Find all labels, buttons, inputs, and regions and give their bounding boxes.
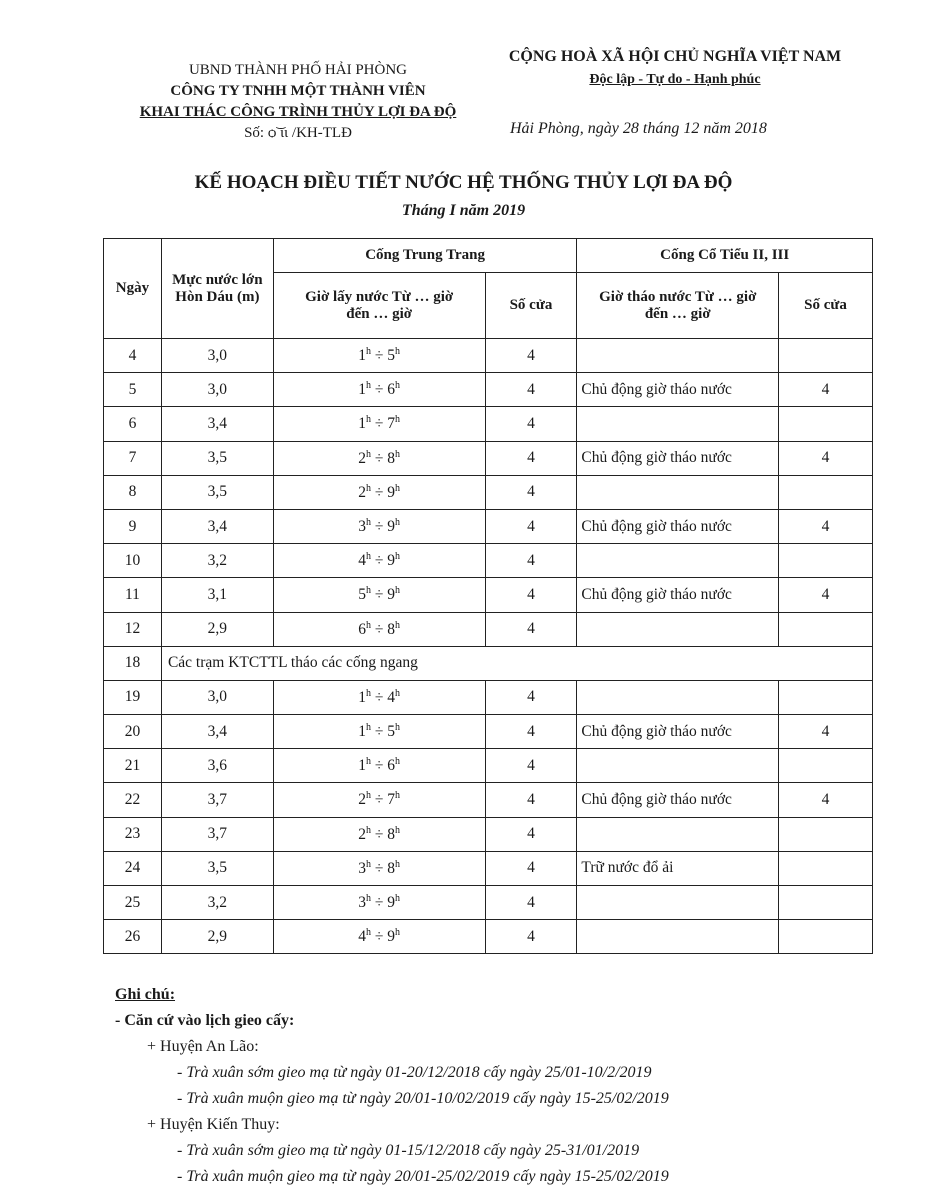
table-row xyxy=(104,578,873,612)
header-co-tieu: Cống Cổ Tiểu II, III xyxy=(577,239,873,273)
cell-release: Chủ động giờ tháo nước xyxy=(577,783,779,817)
cell-gates-2: 4 xyxy=(779,783,873,817)
place-date: Hải Phòng, ngày 28 tháng 12 năm 2018 xyxy=(510,120,767,137)
cell-water-level: 3,2 xyxy=(161,544,273,578)
header-day: Ngày xyxy=(104,239,162,339)
cell-release: Trữ nước đổ ải xyxy=(577,851,779,885)
cell-gates: 4 xyxy=(485,475,577,509)
cell-gates: 4 xyxy=(485,715,577,749)
table-row xyxy=(104,441,873,475)
table-body xyxy=(104,339,873,954)
cell-water-level: 3,0 xyxy=(161,339,273,373)
header-intake-hours: Giờ lấy nước Từ … giờ đến … giờ xyxy=(273,273,485,339)
hour-to: 4 xyxy=(387,689,396,707)
issuer-line-1: UBND THÀNH PHỐ HẢI PHÒNG xyxy=(188,62,408,78)
cell-water-level: 3,0 xyxy=(161,373,273,407)
cell-release xyxy=(577,612,779,646)
cell-intake-hours: $1^h \div 6^h$ xyxy=(273,373,485,407)
document-subtitle: Tháng I năm 2019 xyxy=(401,202,526,219)
table-row xyxy=(104,715,873,749)
cell-water-level: 2,9 xyxy=(161,920,273,954)
cell-water-level: 3,2 xyxy=(161,886,273,920)
cell-water-level: 3,5 xyxy=(161,851,273,885)
cell-gates-2 xyxy=(779,475,873,509)
cell-gates-2: 4 xyxy=(779,441,873,475)
hour-to: 7 xyxy=(387,415,396,433)
cell-gates-2: 4 xyxy=(779,715,873,749)
header-gates-2: Số cửa xyxy=(779,273,873,339)
an-lao-late: - Trà xuân muộn gieo mạ từ ngày 20/01-10/02/2019 cấy ngày 15-25/02/2019 xyxy=(177,1090,669,1107)
cell-day: 19 xyxy=(104,680,162,714)
hour-from: 4 xyxy=(358,928,367,946)
cell-release xyxy=(577,749,779,783)
cell-gates: 4 xyxy=(485,886,577,920)
table-row xyxy=(104,817,873,851)
table-row xyxy=(104,339,873,373)
cell-day: 6 xyxy=(104,407,162,441)
cell-day: 5 xyxy=(104,373,162,407)
hour-from: 6 xyxy=(358,620,367,638)
cell-day: 4 xyxy=(104,339,162,373)
cell-intake-hours: $3^h \div 9^h$ xyxy=(273,509,485,543)
notes-section xyxy=(115,982,669,1190)
cell-water-level: 3,5 xyxy=(161,441,273,475)
cell-release: Chủ động giờ tháo nước xyxy=(577,373,779,407)
hour-to: 9 xyxy=(387,483,396,501)
cell-gates: 4 xyxy=(485,373,577,407)
cell-gates: 4 xyxy=(485,851,577,885)
hour-to: 5 xyxy=(387,723,396,741)
hour-to: 9 xyxy=(387,586,396,604)
hour-from: 1 xyxy=(358,347,367,365)
nation-name: CỘNG HOÀ XÃ HỘI CHỦ NGHĨA VIỆT NAM xyxy=(508,48,842,65)
cell-release xyxy=(577,920,779,954)
notes-heading: Ghi chú: xyxy=(115,986,176,1003)
document-number: Số: ѻ͝ ɩɩ /KH-TLĐ xyxy=(244,125,352,141)
hour-to: 8 xyxy=(387,859,396,877)
national-header xyxy=(470,48,880,88)
hour-to: 6 xyxy=(387,757,396,775)
cell-gates-2: 4 xyxy=(779,509,873,543)
cell-day: 11 xyxy=(104,578,162,612)
hour-from: 1 xyxy=(358,415,367,433)
cell-day: 26 xyxy=(104,920,162,954)
an-lao-early: - Trà xuân sớm gieo mạ từ ngày 01-20/12/2018 cấy ngày 25/01-10/2/2019 xyxy=(177,1064,652,1081)
water-regulation-table xyxy=(103,238,873,954)
cell-day: 24 xyxy=(104,851,162,885)
cell-intake-hours: $6^h \div 8^h$ xyxy=(273,612,485,646)
cell-day: 12 xyxy=(104,612,162,646)
cell-gates-2: 4 xyxy=(779,373,873,407)
cell-release xyxy=(577,817,779,851)
cell-gates: 4 xyxy=(485,544,577,578)
cell-water-level: 3,7 xyxy=(161,783,273,817)
cell-day: 8 xyxy=(104,475,162,509)
cell-intake-hours: $2^h \div 7^h$ xyxy=(273,783,485,817)
cell-merged-note: Các trạm KTCTTL tháo các cống ngang xyxy=(161,646,872,680)
district-an-lao: + Huyện An Lão: xyxy=(147,1038,259,1055)
cell-release xyxy=(577,475,779,509)
cell-day: 9 xyxy=(104,509,162,543)
cell-day: 23 xyxy=(104,817,162,851)
cell-day: 7 xyxy=(104,441,162,475)
cell-release xyxy=(577,407,779,441)
cell-water-level: 3,4 xyxy=(161,509,273,543)
hour-to: 6 xyxy=(387,381,396,399)
hour-to: 7 xyxy=(387,791,396,809)
table-row xyxy=(104,544,873,578)
header-trung-trang: Cống Trung Trang xyxy=(273,239,577,273)
issuer-block xyxy=(108,60,488,144)
hour-from: 1 xyxy=(358,381,367,399)
cell-gates-2 xyxy=(779,886,873,920)
cell-gates: 4 xyxy=(485,578,577,612)
cell-day: 21 xyxy=(104,749,162,783)
cell-day: 25 xyxy=(104,886,162,920)
cell-release xyxy=(577,339,779,373)
header-release-hours: Giờ tháo nước Từ … giờ đến … giờ xyxy=(577,273,779,339)
cell-release: Chủ động giờ tháo nước xyxy=(577,578,779,612)
cell-gates-2: 4 xyxy=(779,578,873,612)
cell-intake-hours: $4^h \div 9^h$ xyxy=(273,920,485,954)
hour-to: 9 xyxy=(387,894,396,912)
cell-gates: 4 xyxy=(485,783,577,817)
table-row xyxy=(104,749,873,783)
cell-gates: 4 xyxy=(485,612,577,646)
cell-water-level: 3,7 xyxy=(161,817,273,851)
cell-gates: 4 xyxy=(485,680,577,714)
cell-gates-2 xyxy=(779,680,873,714)
cell-release xyxy=(577,886,779,920)
kien-thuy-late: - Trà xuân muộn gieo mạ từ ngày 20/01-25/02/2019 cấy ngày 15-25/02/2019 xyxy=(177,1168,669,1185)
cell-intake-hours: $2^h \div 8^h$ xyxy=(273,817,485,851)
cell-gates: 4 xyxy=(485,920,577,954)
table-row xyxy=(104,612,873,646)
national-motto: Độc lập - Tự do - Hạnh phúc xyxy=(589,72,761,87)
cell-intake-hours: $1^h \div 5^h$ xyxy=(273,715,485,749)
hour-from: 3 xyxy=(358,894,367,912)
cell-intake-hours: $2^h \div 8^h$ xyxy=(273,441,485,475)
cell-gates: 4 xyxy=(485,441,577,475)
table-row-merged xyxy=(104,646,873,680)
cell-day: 20 xyxy=(104,715,162,749)
hour-from: 2 xyxy=(358,825,367,843)
hour-to: 9 xyxy=(387,518,396,536)
cell-water-level: 3,5 xyxy=(161,475,273,509)
cell-intake-hours: $1^h \div 6^h$ xyxy=(273,749,485,783)
cell-intake-hours: $2^h \div 9^h$ xyxy=(273,475,485,509)
hour-from: 4 xyxy=(358,552,367,570)
issuer-line-3: KHAI THÁC CÔNG TRÌNH THỦY LỢI ĐA ĐỘ xyxy=(139,104,457,120)
document-title: KẾ HOẠCH ĐIỀU TIẾT NƯỚC HỆ THỐNG THỦY LỢI ĐA ĐỘ xyxy=(194,172,733,193)
cell-gates: 4 xyxy=(485,407,577,441)
cell-gates: 4 xyxy=(485,339,577,373)
cell-intake-hours: $5^h \div 9^h$ xyxy=(273,578,485,612)
cell-gates: 4 xyxy=(485,817,577,851)
cell-water-level: 3,6 xyxy=(161,749,273,783)
hour-from: 1 xyxy=(358,689,367,707)
table-row xyxy=(104,475,873,509)
hour-from: 2 xyxy=(358,791,367,809)
cell-gates-2 xyxy=(779,749,873,783)
hour-from: 1 xyxy=(358,723,367,741)
cell-release xyxy=(577,680,779,714)
cell-intake-hours: $3^h \div 9^h$ xyxy=(273,886,485,920)
cell-release: Chủ động giờ tháo nước xyxy=(577,715,779,749)
cell-water-level: 3,4 xyxy=(161,407,273,441)
table-row xyxy=(104,680,873,714)
cell-intake-hours: $1^h \div 5^h$ xyxy=(273,339,485,373)
hour-to: 5 xyxy=(387,347,396,365)
cell-release: Chủ động giờ tháo nước xyxy=(577,509,779,543)
cell-water-level: 3,1 xyxy=(161,578,273,612)
cell-gates-2 xyxy=(779,407,873,441)
table-row xyxy=(104,407,873,441)
table-row xyxy=(104,373,873,407)
hour-from: 2 xyxy=(358,449,367,467)
table-row xyxy=(104,851,873,885)
cell-gates: 4 xyxy=(485,749,577,783)
cell-gates-2 xyxy=(779,817,873,851)
cell-gates-2 xyxy=(779,612,873,646)
hour-to: 8 xyxy=(387,825,396,843)
district-kien-thuy: + Huyện Kiến Thuy: xyxy=(147,1116,280,1133)
cell-water-level: 3,0 xyxy=(161,680,273,714)
table-row xyxy=(104,783,873,817)
cell-gates-2 xyxy=(779,339,873,373)
hour-from: 3 xyxy=(358,518,367,536)
hour-to: 8 xyxy=(387,449,396,467)
table-row xyxy=(104,920,873,954)
header-gates-1: Số cửa xyxy=(485,273,577,339)
hour-from: 5 xyxy=(358,586,367,604)
cell-gates: 4 xyxy=(485,509,577,543)
cell-water-level: 3,4 xyxy=(161,715,273,749)
cell-gates-2 xyxy=(779,544,873,578)
cell-release xyxy=(577,544,779,578)
cell-intake-hours: $4^h \div 9^h$ xyxy=(273,544,485,578)
hour-to: 8 xyxy=(387,620,396,638)
cell-release: Chủ động giờ tháo nước xyxy=(577,441,779,475)
table-row xyxy=(104,509,873,543)
hour-to: 9 xyxy=(387,552,396,570)
cell-intake-hours: $1^h \div 7^h$ xyxy=(273,407,485,441)
kien-thuy-early: - Trà xuân sớm gieo mạ từ ngày 01-15/12/2018 cấy ngày 25-31/01/2019 xyxy=(177,1142,640,1159)
table-row xyxy=(104,886,873,920)
cell-gates-2 xyxy=(779,920,873,954)
header-water-level: Mực nước lớn Hòn Dáu (m) xyxy=(161,239,273,339)
cell-day: 22 xyxy=(104,783,162,817)
hour-from: 3 xyxy=(358,859,367,877)
cell-water-level: 2,9 xyxy=(161,612,273,646)
issuer-line-2: CÔNG TY TNHH MỘT THÀNH VIÊN xyxy=(170,83,426,99)
cell-intake-hours: $3^h \div 8^h$ xyxy=(273,851,485,885)
hour-from: 1 xyxy=(358,757,367,775)
cell-gates-2 xyxy=(779,851,873,885)
cell-day: 18 xyxy=(104,646,162,680)
hour-to: 9 xyxy=(387,928,396,946)
cell-day: 10 xyxy=(104,544,162,578)
cell-intake-hours: $1^h \div 4^h$ xyxy=(273,680,485,714)
notes-basis: - Căn cứ vào lịch gieo cấy: xyxy=(115,1012,295,1029)
hour-from: 2 xyxy=(358,483,367,501)
